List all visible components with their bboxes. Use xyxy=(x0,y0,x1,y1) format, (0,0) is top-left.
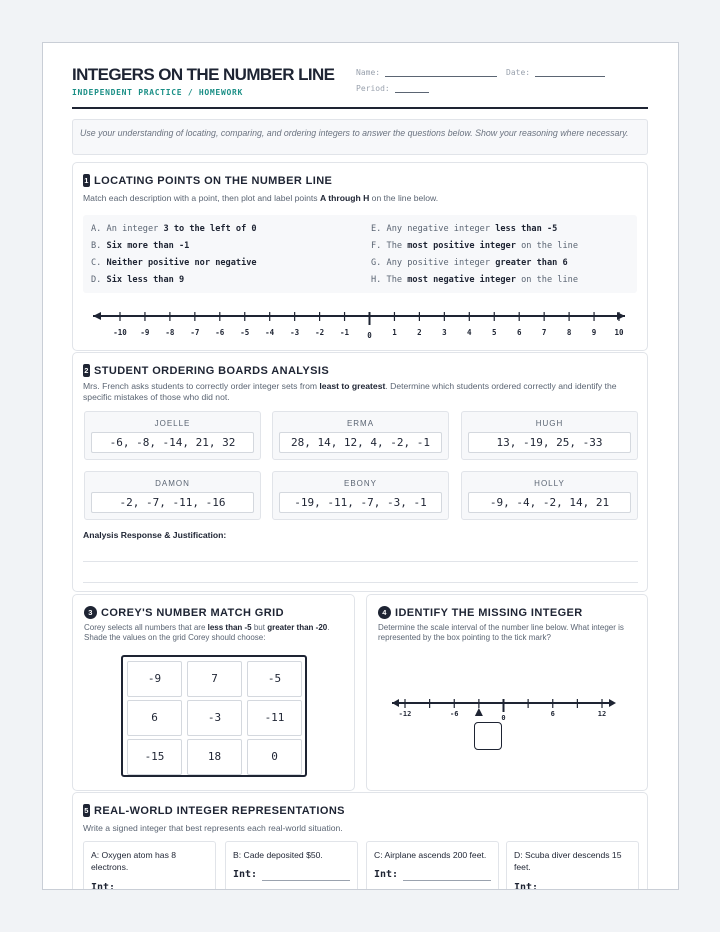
tick-label: -10 xyxy=(113,328,127,337)
missing-integer-number-line xyxy=(392,695,632,755)
answer-box[interactable] xyxy=(474,722,502,750)
item-text: The xyxy=(386,241,408,251)
situation-text: A: Oxygen atom has 8 electrons. xyxy=(91,850,177,872)
section5-title-text: REAL-WORLD INTEGER REPRESENTATIONS xyxy=(94,805,345,817)
board-ebony xyxy=(272,471,449,520)
board-holly xyxy=(461,471,638,520)
board-sequence: 28, 14, 12, 4, -2, -1 xyxy=(279,432,442,453)
item-bold: Neither positive nor negative xyxy=(106,258,257,268)
grid-cell[interactable]: -9 xyxy=(127,661,182,697)
description-item-h xyxy=(371,275,578,285)
item-bold: most negative integer xyxy=(407,275,516,285)
description-item-f xyxy=(371,241,578,251)
description-item-g xyxy=(371,258,568,268)
board-erma xyxy=(272,411,449,460)
board-hugh xyxy=(461,411,638,460)
board-name: DAMON xyxy=(155,479,190,488)
board-damon xyxy=(84,471,261,520)
desc-bold: least to greatest xyxy=(319,381,386,391)
board-sequence: -9, -4, -2, 14, 21 xyxy=(468,492,631,513)
section5-title xyxy=(83,804,345,817)
tick-label: -5 xyxy=(240,328,250,337)
board-name: HUGH xyxy=(535,419,564,428)
section4-title-text: IDENTIFY THE MISSING INTEGER xyxy=(395,607,583,619)
board-name: ERMA xyxy=(346,419,375,428)
worksheet-page xyxy=(42,42,679,890)
int-label: Int: xyxy=(514,882,539,890)
response-line-2[interactable] xyxy=(83,582,638,583)
descriptions-box xyxy=(83,215,637,293)
tick-label: 0 xyxy=(501,714,506,722)
number-line[interactable] xyxy=(93,305,633,345)
situation-text: C: Airplane ascends 200 feet. xyxy=(374,850,487,860)
grid-cell[interactable]: -15 xyxy=(127,739,182,775)
answer-line[interactable] xyxy=(262,880,350,881)
name-line[interactable] xyxy=(385,76,497,77)
item-text: The xyxy=(386,275,408,285)
desc-text-end: . Determine which students ordered correctly and identify the specific mistakes of those who did not. xyxy=(83,381,617,402)
tick-label: 9 xyxy=(591,328,597,337)
tick-label: 7 xyxy=(541,328,547,337)
item-letter: E. xyxy=(371,224,382,234)
item-letter: G. xyxy=(371,258,382,268)
item-bold: less than -5 xyxy=(495,224,558,234)
answer-line[interactable] xyxy=(403,880,491,881)
section3-title xyxy=(84,606,284,619)
description-item-c xyxy=(91,258,257,268)
tick-label: -2 xyxy=(315,328,325,337)
desc-text-end: on the line below. xyxy=(369,193,439,203)
worksheet-header xyxy=(72,63,648,109)
grid-cell[interactable]: -3 xyxy=(187,700,242,736)
section3-badge: 3 xyxy=(84,606,97,619)
right-arrow-icon xyxy=(609,699,616,707)
item-bold: greater than 6 xyxy=(495,258,568,268)
desc-text-mid: but xyxy=(251,623,268,632)
item-bold: Six less than 9 xyxy=(106,275,185,285)
int-label: Int: xyxy=(374,869,399,880)
item-letter: F. xyxy=(371,241,382,251)
desc-text: Match each description with a point, then plot and label points xyxy=(83,193,320,203)
situation-text: D: Scuba diver descends 15 feet. xyxy=(514,850,622,872)
section-ordering-boards xyxy=(72,352,648,592)
item-bold: most positive integer xyxy=(407,241,516,251)
grid-cell[interactable]: -11 xyxy=(247,700,302,736)
board-name: JOELLE xyxy=(154,419,191,428)
tick-label: -6 xyxy=(215,328,225,337)
item-text: Any positive integer xyxy=(386,258,496,268)
tick-label: 5 xyxy=(491,328,497,337)
tick-label: -4 xyxy=(265,328,275,337)
section1-title-text: LOCATING POINTS ON THE NUMBER LINE xyxy=(94,175,333,187)
desc-text: Mrs. French asks students to correctly order integer sets from xyxy=(83,381,320,391)
section5-description: Write a signed integer that best represents each real-world situation. xyxy=(83,823,343,833)
board-sequence: -2, -7, -11, -16 xyxy=(91,492,254,513)
description-item-d xyxy=(91,275,184,285)
tick-label: -6 xyxy=(450,710,459,718)
item-letter: D. xyxy=(91,275,102,285)
item-letter: C. xyxy=(91,258,102,268)
tick-label: -9 xyxy=(140,328,150,337)
tick-label: -8 xyxy=(165,328,175,337)
left-arrow-icon xyxy=(392,699,399,707)
tick-label: 6 xyxy=(550,710,555,718)
tick-label: -3 xyxy=(290,328,300,337)
section2-title-text: STUDENT ORDERING BOARDS ANALYSIS xyxy=(94,365,330,377)
section4-badge: 4 xyxy=(378,606,391,619)
tick-label: 8 xyxy=(566,328,572,337)
tick-label: 3 xyxy=(442,328,447,337)
section5-badge: 5 xyxy=(84,806,89,815)
section1-description xyxy=(83,193,633,204)
name-field[interactable] xyxy=(356,68,497,77)
int-label: Int: xyxy=(91,882,116,890)
item-letter: A. xyxy=(91,224,102,234)
situation-b xyxy=(225,841,358,890)
desc-bold-2: greater than -20 xyxy=(267,623,328,632)
board-sequence: -6, -8, -14, 21, 32 xyxy=(91,432,254,453)
desc-bold: A through H xyxy=(319,193,370,203)
response-label: Analysis Response & Justification: xyxy=(83,530,227,540)
right-arrow-icon xyxy=(617,312,625,320)
tick-label: 1 xyxy=(392,328,397,337)
left-arrow-icon xyxy=(93,312,101,320)
situation-c xyxy=(366,841,499,890)
grid-cell[interactable]: -5 xyxy=(247,661,302,697)
board-name: EBONY xyxy=(343,479,377,488)
response-line-1[interactable] xyxy=(83,561,638,562)
grid-cell[interactable]: 7 xyxy=(187,661,242,697)
board-joelle xyxy=(84,411,261,460)
item-letter: H. xyxy=(371,275,382,285)
tick-label: -1 xyxy=(340,328,350,337)
section-missing-integer xyxy=(366,594,648,791)
section2-badge: 2 xyxy=(84,366,89,375)
section2-title xyxy=(83,364,329,377)
tick-label: 4 xyxy=(467,328,472,337)
date-line[interactable] xyxy=(535,76,605,77)
grid-cell[interactable]: 0 xyxy=(247,739,302,775)
tick-label: -12 xyxy=(398,710,412,718)
item-bold: 3 to the left of 0 xyxy=(163,224,257,234)
date-field[interactable] xyxy=(506,68,605,77)
section3-title-text: COREY'S NUMBER MATCH GRID xyxy=(101,607,284,619)
situation-a xyxy=(83,841,216,890)
page-subtitle: INDEPENDENT PRACTICE / HOMEWORK xyxy=(72,88,244,97)
number-grid xyxy=(121,655,307,777)
board-sequence: -19, -11, -7, -3, -1 xyxy=(279,492,442,513)
instructions-box: Use your understanding of locating, comparing, and ordering integers to answer the questions below. Show your reasoning where necessary. xyxy=(72,119,648,155)
section-number-match-grid xyxy=(72,594,355,791)
tick-label: 10 xyxy=(614,328,624,337)
section4-title xyxy=(378,606,583,619)
item-text: An integer xyxy=(106,224,164,234)
section3-description xyxy=(84,623,349,643)
section1-badge: 1 xyxy=(84,176,89,185)
item-text-end: on the line xyxy=(515,275,578,285)
tick-label: 6 xyxy=(516,328,522,337)
board-sequence: 13, -19, 25, -33 xyxy=(468,432,631,453)
section-real-world xyxy=(72,792,648,890)
tick-label: 2 xyxy=(417,328,422,337)
section2-description xyxy=(83,381,633,403)
desc-bold-1: less than -5 xyxy=(207,623,252,632)
description-item-a xyxy=(91,224,257,234)
tick-label: -7 xyxy=(190,328,200,337)
situation-d xyxy=(506,841,639,890)
tick-label: 0 xyxy=(367,331,372,340)
item-bold: Six more than -1 xyxy=(106,241,190,251)
grid-cell[interactable]: 6 xyxy=(127,700,182,736)
section4-description: Determine the scale interval of the number line below. What integer is represented by the box pointing to the tick mark? xyxy=(378,623,624,642)
tick-label: 12 xyxy=(597,710,607,718)
box-pointer-icon xyxy=(475,708,483,716)
period-field[interactable] xyxy=(356,84,429,93)
period-label: Period: xyxy=(356,84,390,93)
description-item-b xyxy=(91,241,189,251)
int-label: Int: xyxy=(233,869,258,880)
situation-text: B: Cade deposited $50. xyxy=(233,850,323,860)
item-text-end: on the line xyxy=(515,241,578,251)
name-label: Name: xyxy=(356,68,381,77)
desc-text-end: . Shade the values on the grid Corey should choose: xyxy=(84,623,330,642)
date-label: Date: xyxy=(506,68,531,77)
desc-text: Corey selects all numbers that are xyxy=(84,623,208,632)
section-locating-points xyxy=(72,162,648,351)
period-line[interactable] xyxy=(395,92,429,93)
section1-title xyxy=(83,174,332,187)
page-title: INTEGERS ON THE NUMBER LINE xyxy=(72,65,335,84)
item-text: Any negative integer xyxy=(386,224,496,234)
board-name: HOLLY xyxy=(534,479,565,488)
item-letter: B. xyxy=(91,241,102,251)
description-item-e xyxy=(371,224,557,234)
grid-cell[interactable]: 18 xyxy=(187,739,242,775)
